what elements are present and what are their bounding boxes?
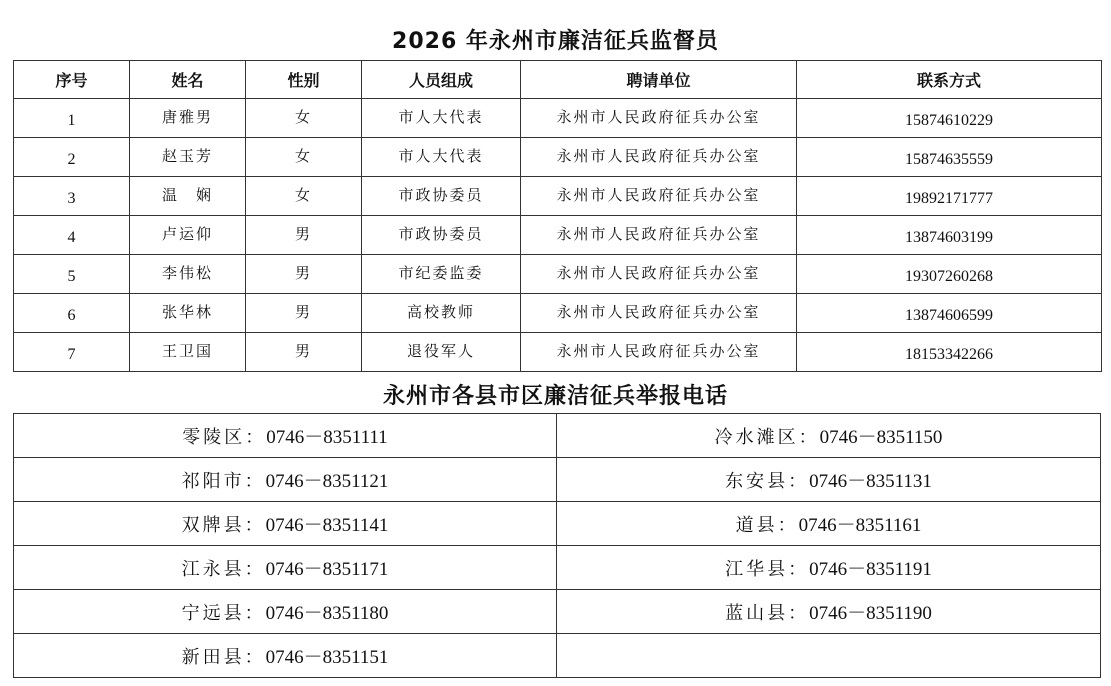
person-role: 高校教师 — [362, 294, 521, 333]
column-header-unit: 聘请单位 — [521, 61, 797, 99]
person-role: 市人大代表 — [362, 99, 521, 138]
row-number: 2 — [14, 138, 130, 177]
table-row — [14, 590, 1101, 634]
contact-phone: 15874610229 — [797, 99, 1102, 138]
hotline-phone: 0746－8351180 — [265, 603, 389, 624]
contact-phone: 19892171777 — [797, 177, 1102, 216]
district-name: 江永县： — [181, 559, 266, 580]
hotline-phone: 0746－8351150 — [819, 427, 943, 448]
hotline-cell — [14, 634, 557, 678]
column-header-role: 人员组成 — [362, 61, 521, 99]
hotline-phone: 0746－8351131 — [809, 471, 932, 492]
district-name: 蓝山县： — [725, 603, 810, 624]
hotline-table — [13, 413, 1101, 678]
table-row — [14, 294, 1102, 333]
table-row — [14, 546, 1101, 590]
person-gender: 女 — [246, 99, 362, 138]
hotline-cell — [14, 502, 557, 546]
hotline-section-title: 永州市各县市区廉洁征兵举报电话 — [382, 384, 728, 409]
contact-phone: 15874635559 — [797, 138, 1102, 177]
district-name: 江华县： — [725, 559, 810, 580]
person-gender: 女 — [246, 138, 362, 177]
table-row — [14, 216, 1102, 255]
person-role: 退役军人 — [362, 333, 521, 372]
person-name: 赵玉芳 — [130, 138, 246, 177]
row-number: 6 — [14, 294, 130, 333]
person-gender: 女 — [246, 177, 362, 216]
hotline-cell — [557, 414, 1101, 458]
hotline-cell — [14, 546, 557, 590]
column-header-gender: 性别 — [246, 61, 362, 99]
person-role: 市政协委员 — [362, 216, 521, 255]
hotline-phone: 0746－8351171 — [265, 559, 389, 580]
hotline-cell — [14, 414, 557, 458]
district-name: 宁远县： — [181, 603, 266, 624]
hiring-unit: 永州市人民政府征兵办公室 — [521, 294, 797, 333]
table-row — [14, 333, 1102, 372]
person-gender: 男 — [246, 294, 362, 333]
supervisor-table — [13, 60, 1102, 372]
district-name: 双牌县： — [181, 515, 266, 536]
district-name: 零陵区： — [182, 427, 267, 448]
hotline-cell — [14, 458, 557, 502]
district-name: 冷水滩区： — [714, 427, 820, 448]
table-row — [14, 99, 1102, 138]
hotline-phone: 0746－8351191 — [809, 559, 932, 580]
table-row — [14, 502, 1101, 546]
person-gender: 男 — [246, 333, 362, 372]
table-row — [14, 458, 1101, 502]
hiring-unit: 永州市人民政府征兵办公室 — [521, 138, 797, 177]
hotline-phone: 0746－8351111 — [266, 427, 388, 448]
column-header-name: 姓名 — [130, 61, 246, 99]
table-row — [14, 138, 1102, 177]
hotline-phone: 0746－8351121 — [265, 471, 389, 492]
hiring-unit: 永州市人民政府征兵办公室 — [521, 333, 797, 372]
contact-phone: 13874603199 — [797, 216, 1102, 255]
hotline-cell — [557, 502, 1101, 546]
contact-phone: 13874606599 — [797, 294, 1102, 333]
contact-phone: 19307260268 — [797, 255, 1102, 294]
district-name: 道县： — [735, 515, 799, 536]
contact-phone: 18153342266 — [797, 333, 1102, 372]
person-role: 市政协委员 — [362, 177, 521, 216]
hotline-cell — [557, 590, 1101, 634]
column-header-contact: 联系方式 — [797, 61, 1102, 99]
row-number: 5 — [14, 255, 130, 294]
hiring-unit: 永州市人民政府征兵办公室 — [521, 99, 797, 138]
person-role: 市纪委监委 — [362, 255, 521, 294]
hiring-unit: 永州市人民政府征兵办公室 — [521, 255, 797, 294]
district-name: 新田县： — [181, 647, 266, 668]
column-header-no: 序号 — [14, 61, 130, 99]
table-row — [14, 177, 1102, 216]
person-name: 卢运仰 — [130, 216, 246, 255]
district-name: 东安县： — [725, 471, 810, 492]
person-name: 李伟松 — [130, 255, 246, 294]
row-number: 3 — [14, 177, 130, 216]
district-name: 祁阳市： — [181, 471, 266, 492]
person-gender: 男 — [246, 255, 362, 294]
table-row — [14, 255, 1102, 294]
hotline-phone: 0746－8351190 — [809, 603, 932, 624]
empty-cell — [557, 634, 1101, 678]
table-row — [14, 414, 1101, 458]
hotline-cell — [14, 590, 557, 634]
hotline-cell — [557, 458, 1101, 502]
table-row — [14, 634, 1101, 678]
person-name: 张华林 — [130, 294, 246, 333]
hotline-phone: 0746－8351161 — [798, 515, 922, 536]
hotline-phone: 0746－8351151 — [265, 647, 389, 668]
hiring-unit: 永州市人民政府征兵办公室 — [521, 216, 797, 255]
person-name: 唐雅男 — [130, 99, 246, 138]
row-number: 7 — [14, 333, 130, 372]
hotline-phone: 0746－8351141 — [265, 515, 389, 536]
row-number: 1 — [14, 99, 130, 138]
person-role: 市人大代表 — [362, 138, 521, 177]
page-title: 2026 年永州市廉洁征兵监督员 — [392, 29, 719, 54]
hotline-cell — [557, 546, 1101, 590]
table-header-row — [14, 61, 1102, 99]
row-number: 4 — [14, 216, 130, 255]
person-gender: 男 — [246, 216, 362, 255]
person-name: 温 娴 — [130, 177, 246, 216]
person-name: 王卫国 — [130, 333, 246, 372]
hiring-unit: 永州市人民政府征兵办公室 — [521, 177, 797, 216]
